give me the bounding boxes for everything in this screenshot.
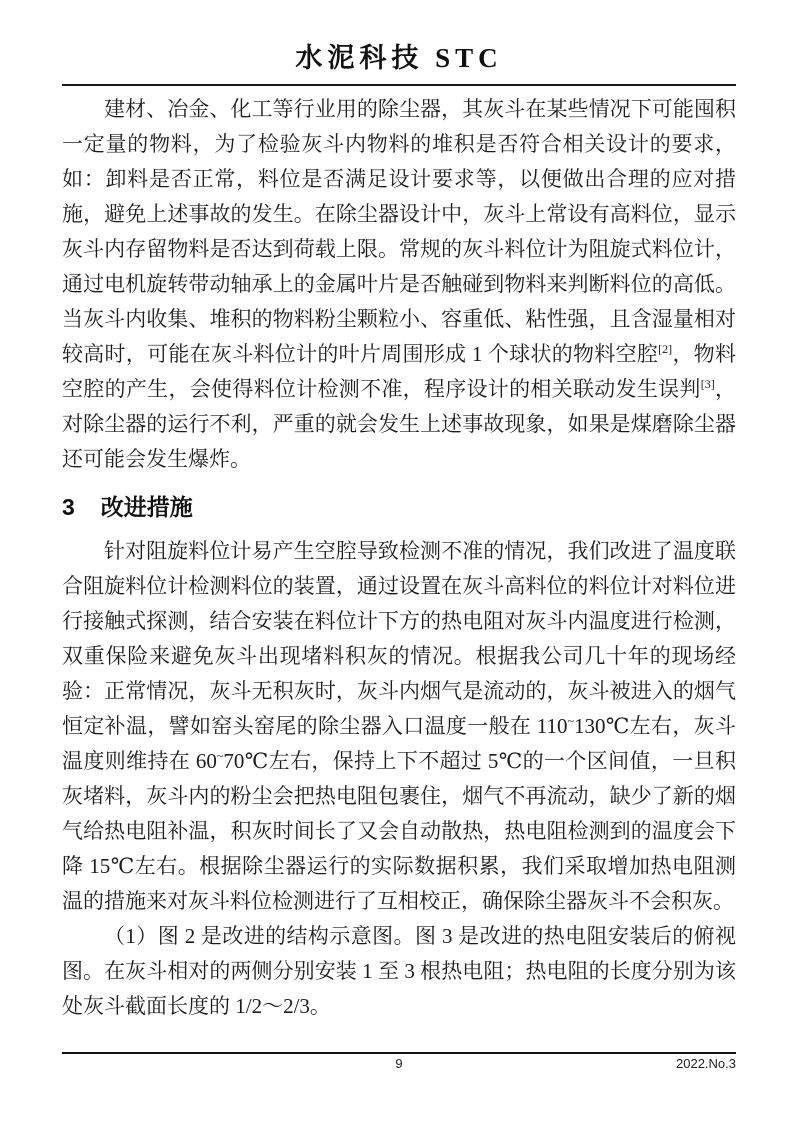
citation-superscript: ~ xyxy=(567,714,575,728)
citation-superscript: [2] xyxy=(658,342,673,356)
section-title: 改进措施 xyxy=(100,494,193,520)
footer-rule xyxy=(62,1052,736,1054)
issue-number: 2022.No.3 xyxy=(676,1056,736,1071)
citation-superscript: ~ xyxy=(216,749,224,763)
page-number: 9 xyxy=(395,1056,403,1071)
intro-paragraph: 建材、冶金、化工等行业用的除尘器，其灰斗在某些情况下可能囤积一定量的物料，为了检验灰斗内物料的堆积是否符合相关设计的要求，如：卸料是否正常，料位是否满足设计要求等，以便做出合理的应对措施，避免上述事故的发生。在除尘器设计中，灰斗上常设有高料位，显示灰斗内存留物料是否达到荷载上限。常规的灰斗料位计为阻旋式料位计，通过电机旋转带动轴承上的金属叶片是否触碰到物料来判断料位的高低。当灰斗内收集、堆积的物料粉尘颗粒小、容重低、粘性强，且含湿量相对较高时，可能在灰斗料位计的叶片周围形成 1 个球状的物料空腔[2]，物料空腔的产生，会使得料位计检测不准，程序设计的相关联动发生误判[3]，对除尘器的运行不利，严重的就会发生上述事故现象，如果是煤磨除尘器还可能会发生爆炸。 xyxy=(62,97,737,471)
citation-superscript: [3] xyxy=(700,377,715,391)
figures-paragraph: （1）图 2 是改进的结构示意图。图 3 是改进的热电阻安装后的俯视图。在灰斗相对的两侧分别安装 1 至 3 根热电阻；热电阻的长度分别为该处灰斗截面长度的 1/2～2/3。 xyxy=(62,924,736,1018)
section-number: 3 xyxy=(62,494,75,520)
header-rule xyxy=(62,84,736,86)
article-body xyxy=(62,92,736,1024)
journal-title: 水泥科技 STC xyxy=(295,43,503,73)
section-heading-3 xyxy=(62,490,736,524)
improvement-paragraph: 针对阻旋料位计易产生空腔导致检测不准的情况，我们改进了温度联合阻旋料位计检测料位的装置，通过设置在灰斗高料位的料位计对料位进行接触式探测，结合安装在料位计下方的热电阻对灰斗内温度进行检测，双重保险来避免灰斗出现堵料积灰的情况。根据我公司几十年的现场经验：正常情况，灰斗无积灰时，灰斗内烟气是流动的，灰斗被进入的烟气恒定补温，譬如窑头窑尾的除尘器入口温度一般在 110~130℃左右，灰斗温度则维持在 60~70℃左右，保持上下不超过 5℃的一个区间值，一旦积灰堵料，灰斗内的粉尘会把热电阻包裹住，烟气不再流动，缺少了新的烟气给热电阻补温，积灰时间长了又会自动散热，热电阻检测到的温度会下降 15℃左右。根据除尘器运行的实际数据积累，我们采取增加热电阻测温的措施来对灰斗料位检测进行了互相校正，确保除尘器灰斗不会积灰。 xyxy=(62,539,737,913)
page-footer xyxy=(62,1056,736,1078)
